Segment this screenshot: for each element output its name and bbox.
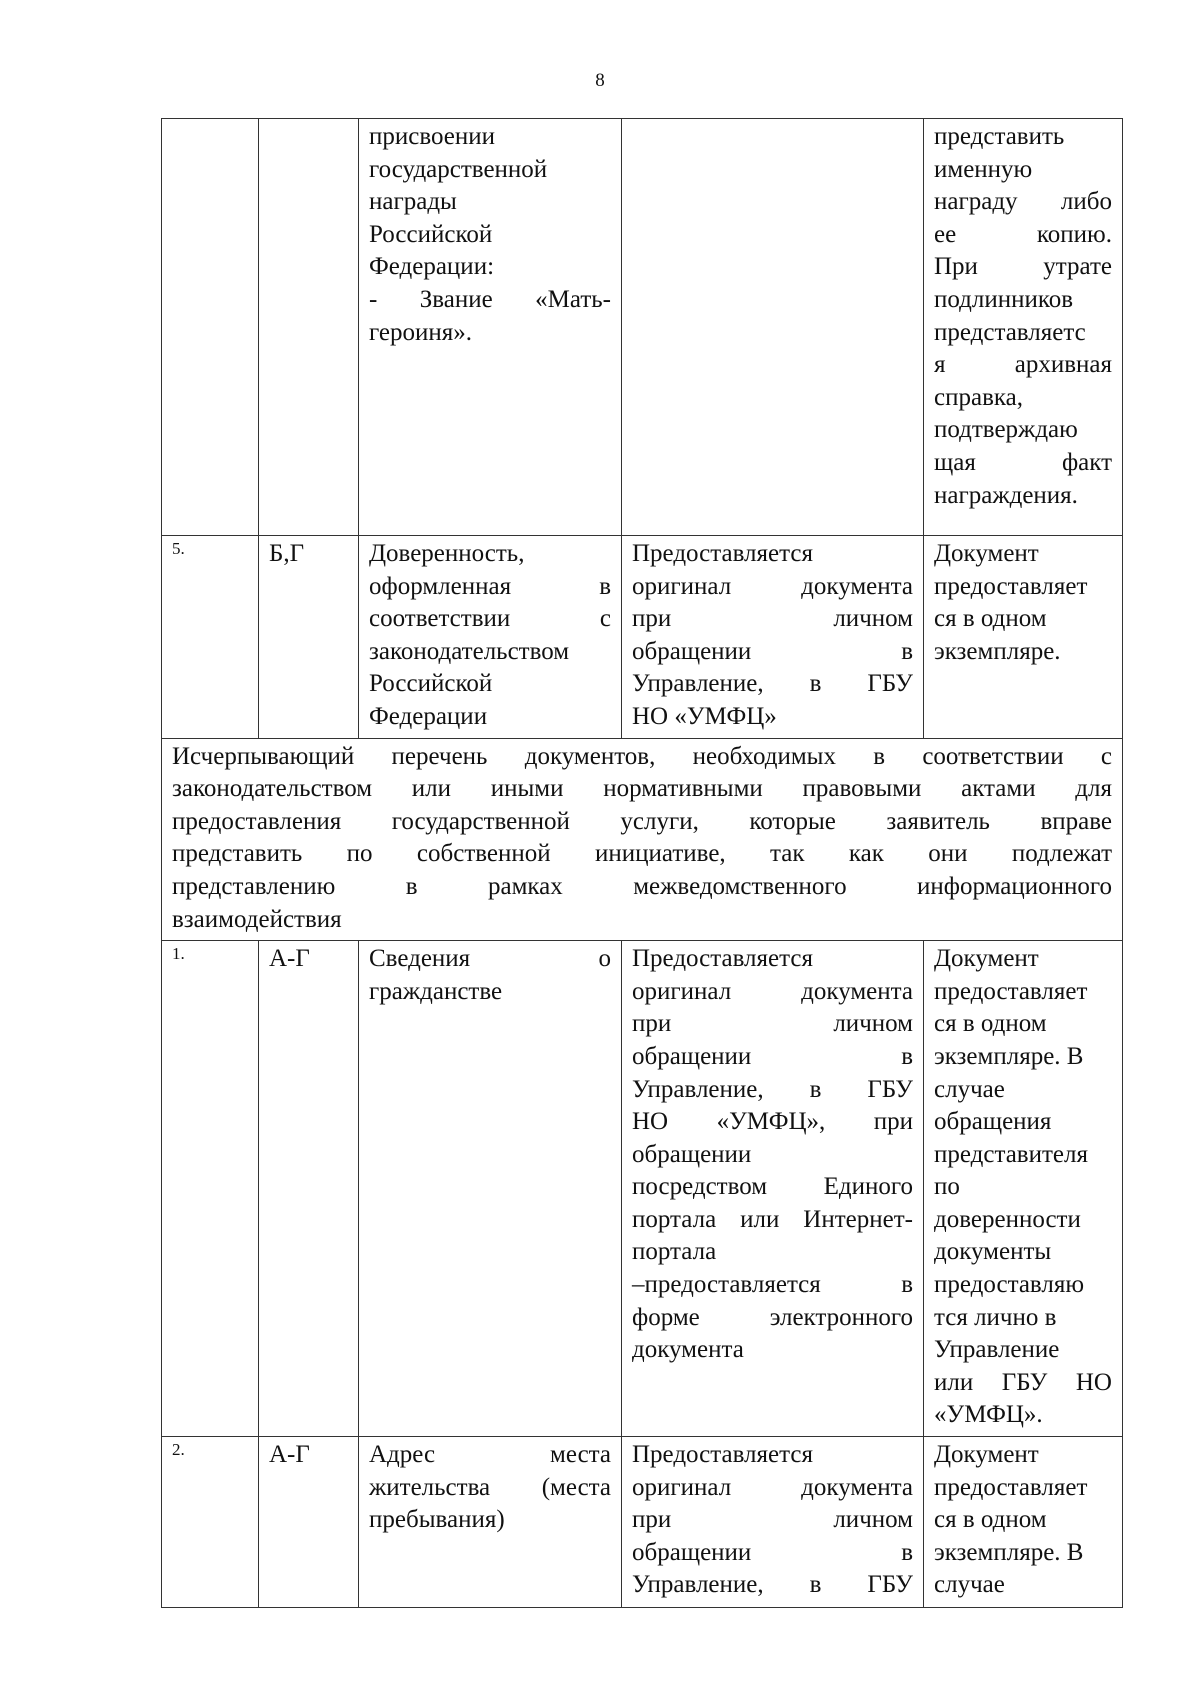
submission-form-cell: [622, 119, 924, 536]
document-name-cell: Доверенность, оформленная в соответствии с законодательством Российской Федерации: [359, 536, 622, 739]
submission-form-cell: Предоставляется оригинал документа при личном обращении в Управление, в ГБУ: [622, 1437, 924, 1608]
documents-table: [161, 118, 1123, 1608]
applicant-category: А-Г: [259, 1437, 359, 1608]
note-cell: Документ предоставляет ся в одном экземпляре.: [924, 536, 1123, 739]
row-number: 5.: [162, 536, 259, 739]
note-cell: представить именную награду либо ее копию. При утрате подлинников представляетс я архивная справка, подтверждаю щая факт награждения.: [924, 119, 1123, 536]
section-heading-row: [162, 738, 1123, 941]
applicant-category: Б,Г: [259, 536, 359, 739]
table-row: [162, 1437, 1123, 1608]
row-number: 2.: [162, 1437, 259, 1608]
row-number: 1.: [162, 941, 259, 1437]
category-cell: [259, 119, 359, 536]
section-heading: Исчерпывающий перечень документов, необходимых в соответствии с законодательством или иными нормативными правовыми актами для предоставления государственной услуги, которые заявитель вправе представить по собственной инициативе, так как они подлежат представлению в рамках межведомственного информационного взаимодействия: [162, 738, 1123, 941]
table-row: [162, 536, 1123, 739]
document-name-cell: Сведения о гражданстве: [359, 941, 622, 1437]
document-name-cell: присвоении государственной награды Российской Федерации: - Звание «Мать- героиня».: [359, 119, 622, 536]
document-name-cell: Адрес места жительства (места пребывания): [359, 1437, 622, 1608]
submission-form-cell: Предоставляется оригинал документа при личном обращении в Управление, в ГБУ НО «УМФЦ»: [622, 536, 924, 739]
note-cell: Документ предоставляет ся в одном экземпляре. В случае обращения представителя по доверенности документы предоставляю тся лично в Управление или ГБУ НО «УМФЦ».: [924, 941, 1123, 1437]
submission-form-cell: Предоставляется оригинал документа при личном обращении в Управление, в ГБУ НО «УМФЦ», при обращении посредством Единого портала или Интернет- портала –предоставляется в форме электронного документа: [622, 941, 924, 1437]
page-number: 8: [595, 70, 605, 91]
table-row: [162, 941, 1123, 1437]
table-row: [162, 119, 1123, 536]
number-cell: [162, 119, 259, 536]
applicant-category: А-Г: [259, 941, 359, 1437]
note-cell: Документ предоставляет ся в одном экземпляре. В случае: [924, 1437, 1123, 1608]
